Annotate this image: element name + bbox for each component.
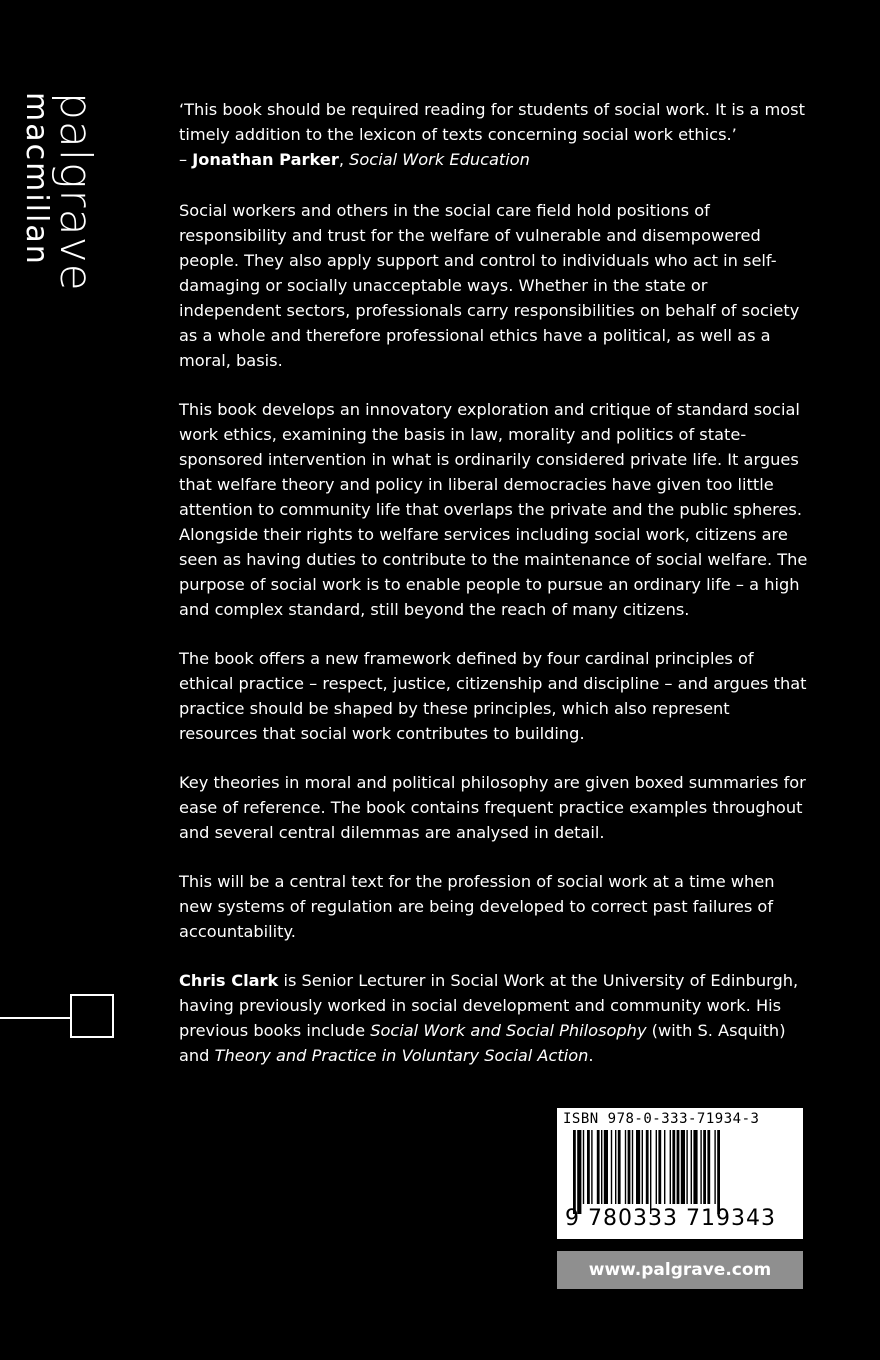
barcode-bar [670, 1130, 671, 1204]
barcode-bar [691, 1130, 692, 1204]
author-bio [179, 968, 811, 1068]
bio-text-3: . [588, 1046, 594, 1065]
barcode-bar [601, 1130, 602, 1204]
barcode-bar [707, 1130, 710, 1204]
spine-square-mark [70, 994, 114, 1038]
paragraph-4: Key theories in moral and political philosophy are given boxed summaries for ease of reference. The book contains frequent practice examples throughout and several central dilemmas are analysed in detail. [179, 773, 806, 842]
barcode-bar [597, 1130, 600, 1204]
spine-rule-line [0, 1017, 70, 1019]
barcode-bar [591, 1130, 592, 1204]
quote-sep: , [338, 150, 350, 169]
barcode-bar [583, 1130, 584, 1204]
paragraph-3: The book offers a new framework defined by four cardinal principles of ethical practice – respect, justice, citizenship and discipline – and argues that practice should be shaped by these principles, which also represent resources that social work contributes to building. [179, 649, 807, 743]
barcode-bar [611, 1130, 612, 1204]
quote-text: ‘This book should be required reading for students of social work. It is a most timely addition to the lexicon of texts concerning social work ethics.’ [179, 100, 805, 144]
barcode-bar [714, 1130, 715, 1204]
palgrave-macmillan-logo [19, 92, 137, 292]
barcode-bar [577, 1130, 581, 1214]
barcode-bar [587, 1130, 590, 1204]
barcode-bar [642, 1130, 643, 1204]
author-name: Chris Clark [179, 971, 279, 990]
bio-book-1: Social Work and Social Philosophy [370, 1021, 647, 1040]
paragraph-1: Social workers and others in the social care field hold positions of responsibility and trust for the welfare of vulnerable and disempowered people. They also apply support and control to individuals who act in self-damaging or socially unacceptable ways. Whether in the state or independent sectors, professionals carry responsibilities on behalf of society as a whole and therefore professional ethics have a political, as well as a moral, basis. [179, 201, 800, 370]
barcode-bar [573, 1130, 576, 1214]
paragraph-2: This book develops an innovatory exploration and critique of standard social work ethics, examining the basis in law, morality and politics of state-sponsored intervention in what is ordinarily considered private life. It argues that welfare theory and policy in liberal democracies have given too little attention to community life that overlaps the private and the public spheres. Alongside their rights to welfare services including social work, citizens are seen as having duties to contribute to the maintenance of social welfare. The purpose of social work is to enable people to pursue an ordinary life – a high and complex standard, still beyond the reach of many citizens. [179, 400, 808, 619]
barcode-bar [615, 1130, 616, 1204]
barcode-bars [563, 1130, 797, 1214]
barcode-bar [672, 1130, 675, 1204]
logo-macmillan: macmillan [19, 92, 54, 266]
isbn-barcode [557, 1108, 803, 1239]
barcode-bar [656, 1130, 657, 1204]
barcode-bar [703, 1130, 706, 1204]
publisher-url: www.palgrave.com [557, 1251, 803, 1289]
barcode-bar [650, 1130, 651, 1214]
barcode-bar [636, 1130, 640, 1204]
isbn-label: ISBN 978-0-333-71934-3 [563, 1111, 760, 1127]
barcode-bar [658, 1130, 661, 1204]
barcode-bar [664, 1130, 665, 1204]
back-cover-text [179, 97, 811, 1092]
barcode-bar [646, 1130, 649, 1204]
quote-source: Social Work Education [349, 150, 530, 169]
barcode-bar [686, 1130, 687, 1204]
barcode-bar [677, 1130, 680, 1204]
bio-text-2: (with S. Asquith) and [179, 1021, 786, 1065]
bio-book-2: Theory and Practice in Voluntary Social Action [214, 1046, 589, 1065]
barcode-bar [618, 1130, 621, 1204]
barcode-bar [693, 1130, 697, 1204]
logo-palgrave: palgrave [50, 92, 101, 292]
quote-author: Jonathan Parker [192, 150, 339, 169]
review-quote [179, 97, 811, 172]
barcode-bar [681, 1130, 685, 1204]
barcode-bar [628, 1130, 631, 1204]
barcode-bar [700, 1130, 701, 1204]
barcode-bar [632, 1130, 633, 1204]
paragraph-5: This will be a central text for the profession of social work at a time when new systems of regulation are being developed to correct past failures of accountability. [179, 872, 775, 941]
barcode-bar [717, 1130, 720, 1214]
barcode-bar [625, 1130, 626, 1204]
bio-text-1: is Senior Lecturer in Social Work at the University of Edinburgh, having previously worked in social development and community work. His previous books include [179, 971, 799, 1040]
ean-digits: 9 780333 719343 [565, 1206, 776, 1231]
barcode-bar [604, 1130, 608, 1204]
quote-dash: – [179, 150, 193, 169]
